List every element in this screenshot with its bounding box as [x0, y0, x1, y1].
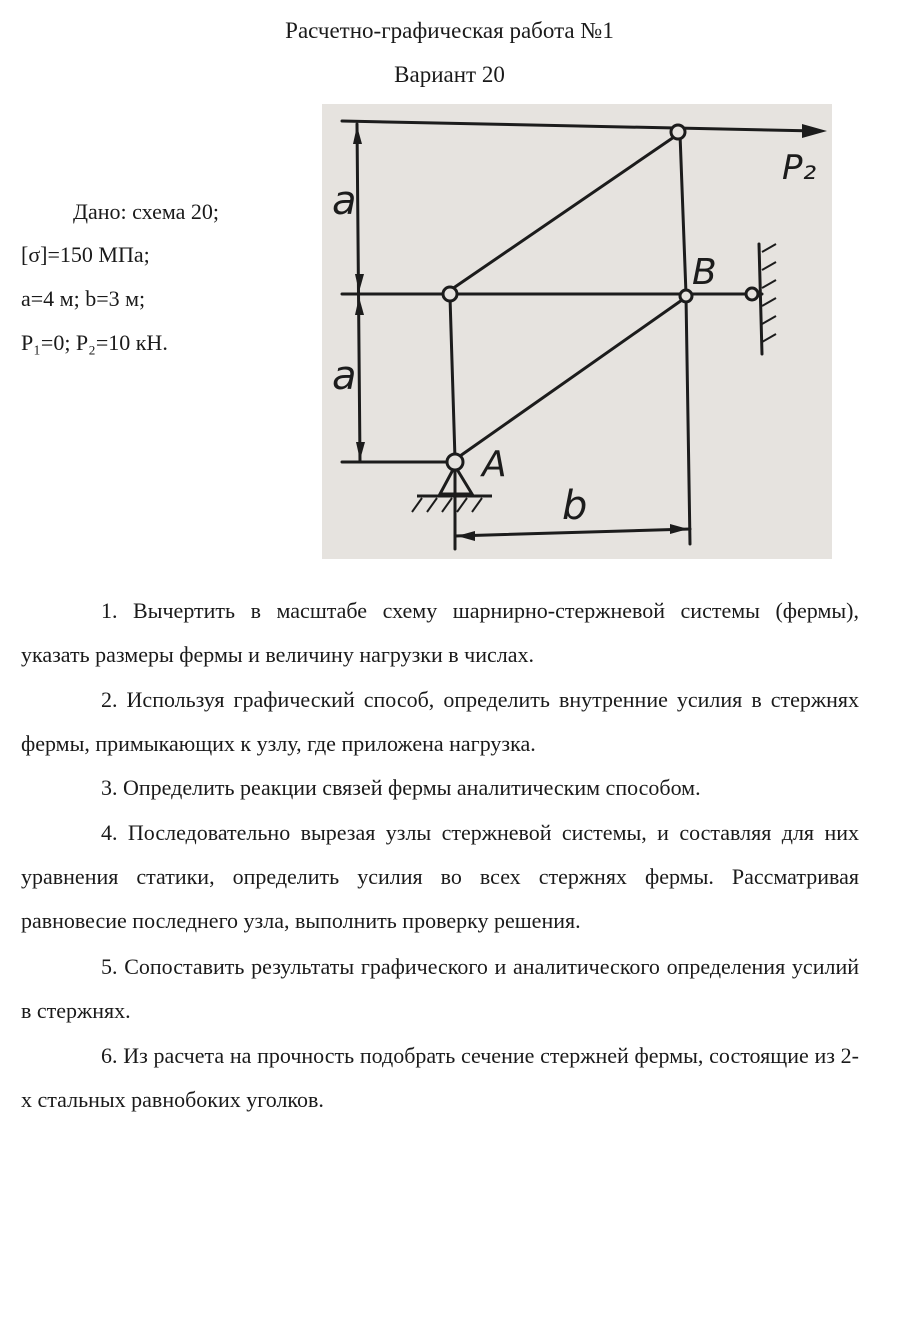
hinge-left-middle — [443, 287, 457, 301]
task-item: 1. Вычертить в масштабе схему шарнирно-стержневой системы (фермы), указать размеры фермы и величину нагрузки в числах. — [21, 598, 859, 667]
task-item: 6. Из расчета на прочность подобрать сечение стержней фермы, состоящие из 2-х стальных равнобоких уголков. — [21, 1043, 859, 1112]
hinge-b — [680, 290, 692, 302]
dim-label-a-bottom: a — [332, 353, 357, 399]
load-label-p2: P₂ — [782, 148, 817, 188]
task-item: 2. Используя графический способ, определить внутренние усилия в стержнях фермы, примыкающих к узлу, где приложена нагрузка. — [21, 687, 859, 756]
node-label-a: A — [482, 444, 507, 485]
dim-label-b: b — [562, 483, 588, 529]
given-line: a=4 м; b=3 м; — [21, 286, 146, 311]
given-line: Дано: схема 20; — [73, 199, 219, 224]
task-item: 3. Определить реакции связей фермы аналитическим способом. — [101, 775, 701, 800]
hinge-a — [447, 454, 463, 470]
given-line: P₁=0; P₂=10 кН. — [21, 330, 168, 355]
variant-label: Вариант 20 — [394, 62, 505, 87]
dim-label-a-top: a — [332, 178, 357, 224]
task-item: 4. Последовательно вырезая узлы стержневой системы, и составляя для них уравнения статики, определить усилия во всех стержнях фермы. Рассматривая равновесие последнего узла, выполнить проверку решения. — [21, 820, 859, 933]
hinge-wall — [746, 288, 758, 300]
truss-diagram — [322, 104, 832, 559]
task-item: 5. Сопоставить результаты графического и аналитического определения усилий в стержнях. — [21, 954, 859, 1023]
hinge-top — [671, 125, 685, 139]
document-title: Расчетно-графическая работа №1 — [285, 18, 614, 43]
given-line: [σ]=150 МПа; — [21, 242, 150, 267]
node-label-b: B — [692, 252, 717, 293]
